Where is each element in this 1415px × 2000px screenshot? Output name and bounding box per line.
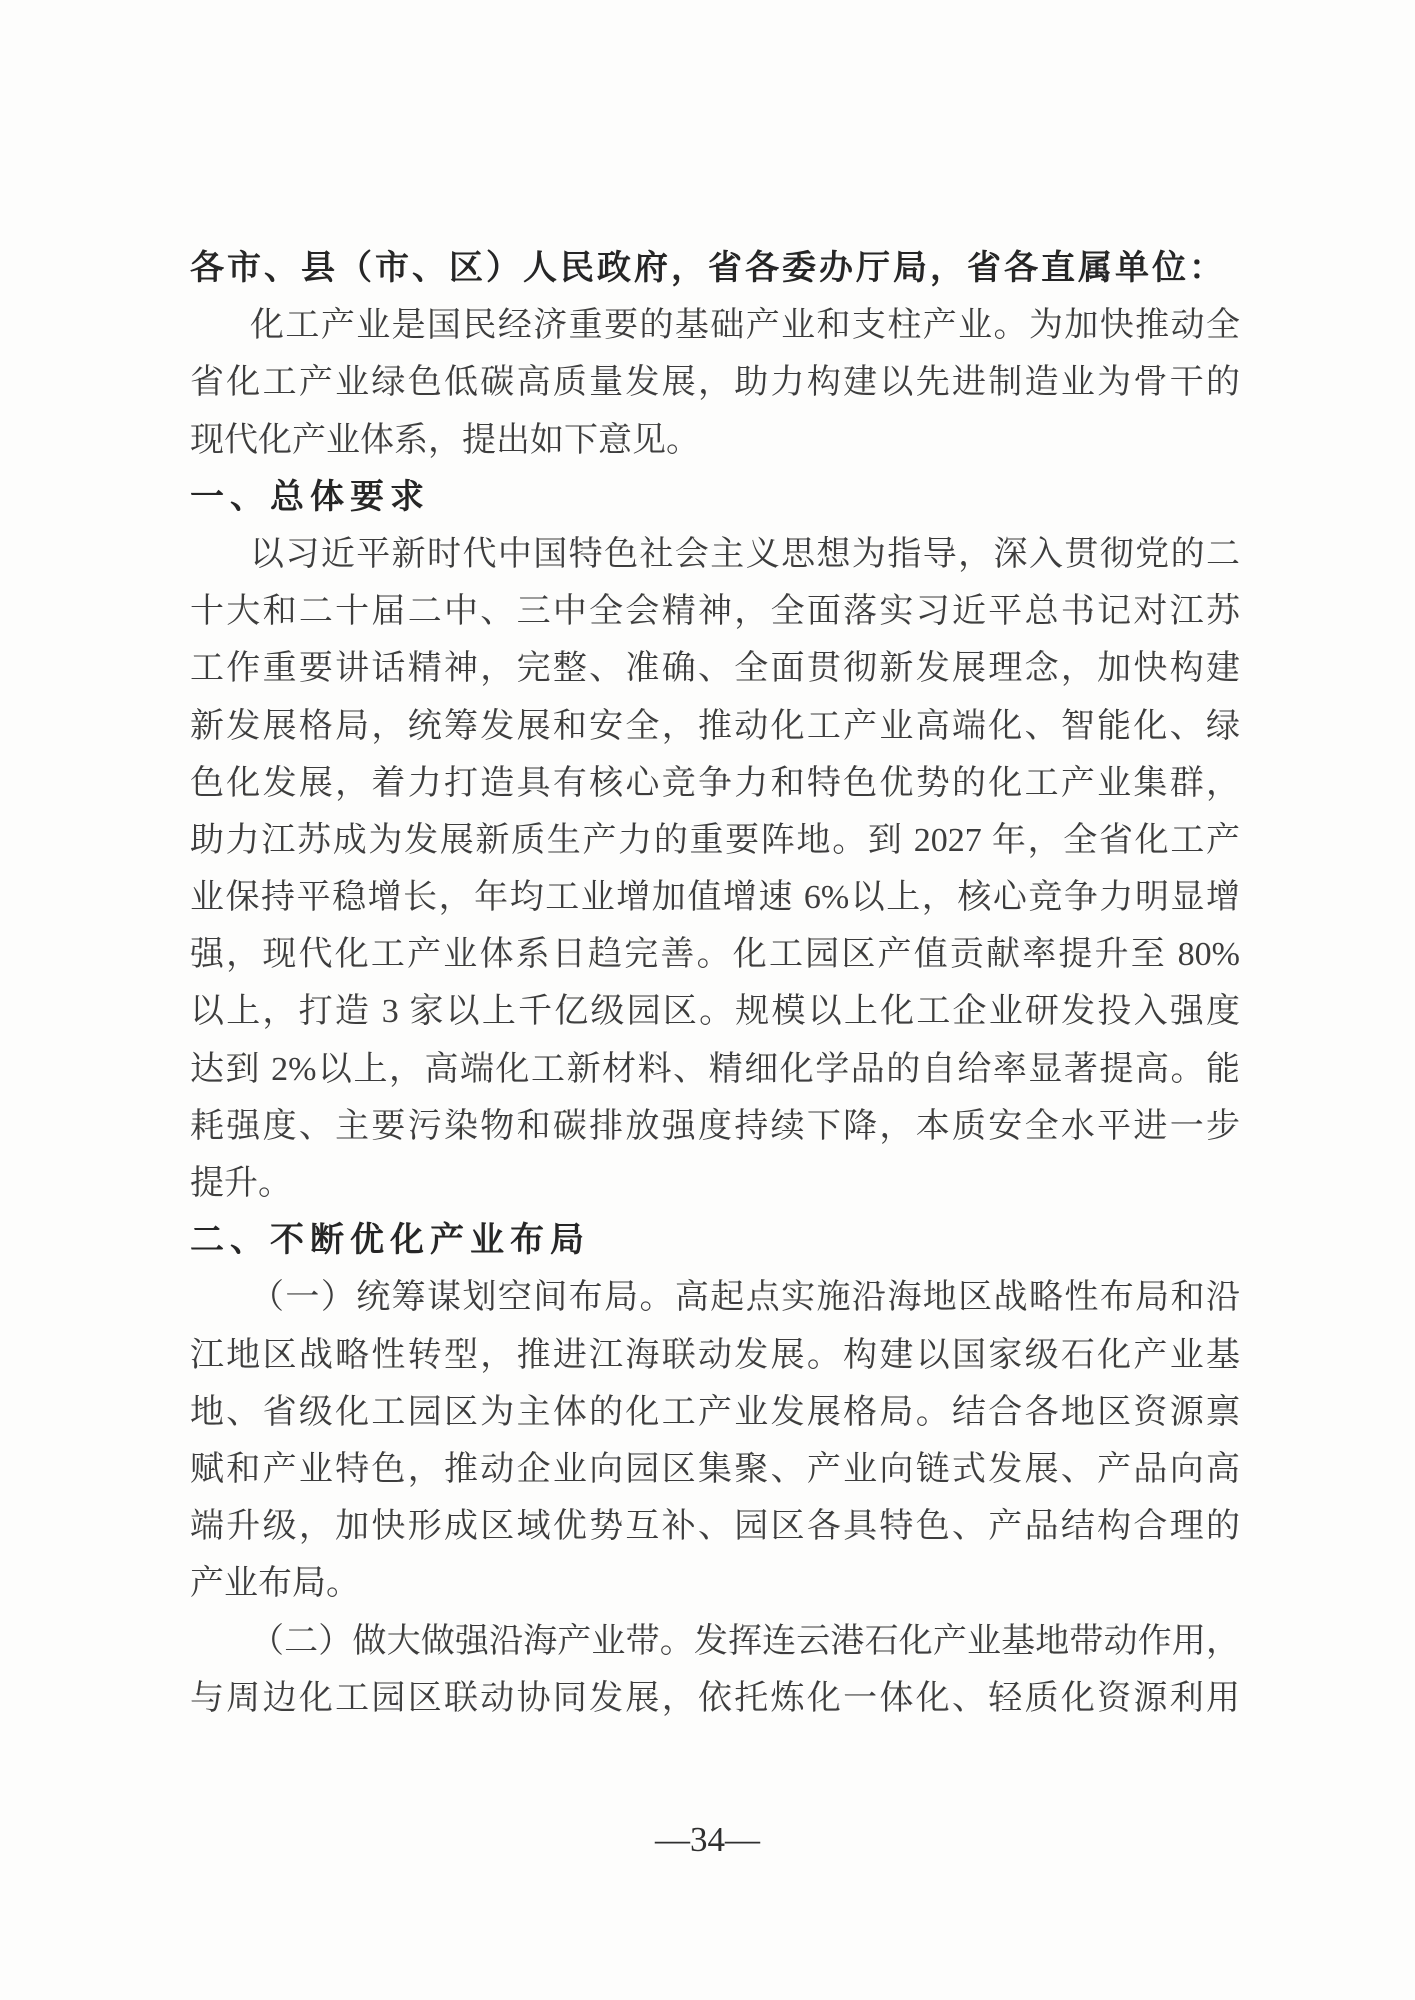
section-1-line: 助力江苏成为发展新质生产力的重要阵地。到 2027 年，全省化工产 [190,821,1240,859]
section-1-line: 十大和二十届二中、三中全会精神，全面落实习近平总书记对江苏 [190,593,1240,631]
section-2-heading: 二、不断优化产业布局 [190,1221,590,1260]
intro-line: 化工产业是国民经济重要的基础产业和支柱产业。为加快推动全 [250,307,1240,345]
section-2-line: 江地区战略性转型，推进江海联动发展。构建以国家级石化产业基 [190,1336,1240,1374]
section-2-line: 端升级，加快形成区域优势互补、园区各具特色、产品结构合理的 [190,1508,1240,1546]
intro-line: 省化工产业绿色低碳高质量发展，助力构建以先进制造业为骨干的 [190,364,1240,402]
section-1-heading: 一、总体要求 [190,477,430,516]
section-2-line: 地、省级化工园区为主体的化工产业发展格局。结合各地区资源禀 [190,1393,1240,1431]
section-1-line: 业保持平稳增长，年均工业增加值增速 6%以上，核心竞争力明显增 [190,879,1240,917]
section-1-line: 强，现代化工产业体系日趋完善。化工园区产值贡献率提升至 80% [190,936,1240,974]
section-2-line: 赋和产业特色，推动企业向园区集聚、产业向链式发展、产品向高 [190,1450,1240,1488]
document-body [190,240,1240,1727]
section-2-line: 与周边化工园区联动协同发展，依托炼化一体化、轻质化资源利用 [190,1679,1240,1717]
section-2-line: （二）做大做强沿海产业带。发挥连云港石化产业基地带动作用， [250,1622,1240,1660]
section-1-line: 新发展格局，统筹发展和安全，推动化工产业高端化、智能化、绿 [190,707,1240,745]
section-1-line: 达到 2%以上，高端化工新材料、精细化学品的自给率显著提高。能 [190,1050,1240,1088]
section-1-line: 以习近平新时代中国特色社会主义思想为指导，深入贯彻党的二 [250,535,1240,573]
section-1-line: 以上，打造 3 家以上千亿级园区。规模以上化工企业研发投入强度 [190,993,1240,1031]
intro-line: 现代化产业体系，提出如下意见。 [190,421,700,459]
document-salutation: 各市、县（市、区）人民政府，省各委办厅局，省各直属单位： [190,249,1226,287]
section-1-line: 工作重要讲话精神，完整、准确、全面贯彻新发展理念，加快构建 [190,650,1240,688]
section-1-line: 色化发展，着力打造具有核心竞争力和特色优势的化工产业集群， [190,764,1240,802]
page-number: —34— [655,1820,760,1859]
section-1-line: 提升。 [190,1165,292,1202]
section-2-line: 产业布局。 [190,1565,360,1603]
section-2-line: （一）统筹谋划空间布局。高起点实施沿海地区战略性布局和沿 [250,1279,1240,1317]
section-1-line: 耗强度、主要污染物和碳排放强度持续下降，本质安全水平进一步 [190,1107,1240,1145]
